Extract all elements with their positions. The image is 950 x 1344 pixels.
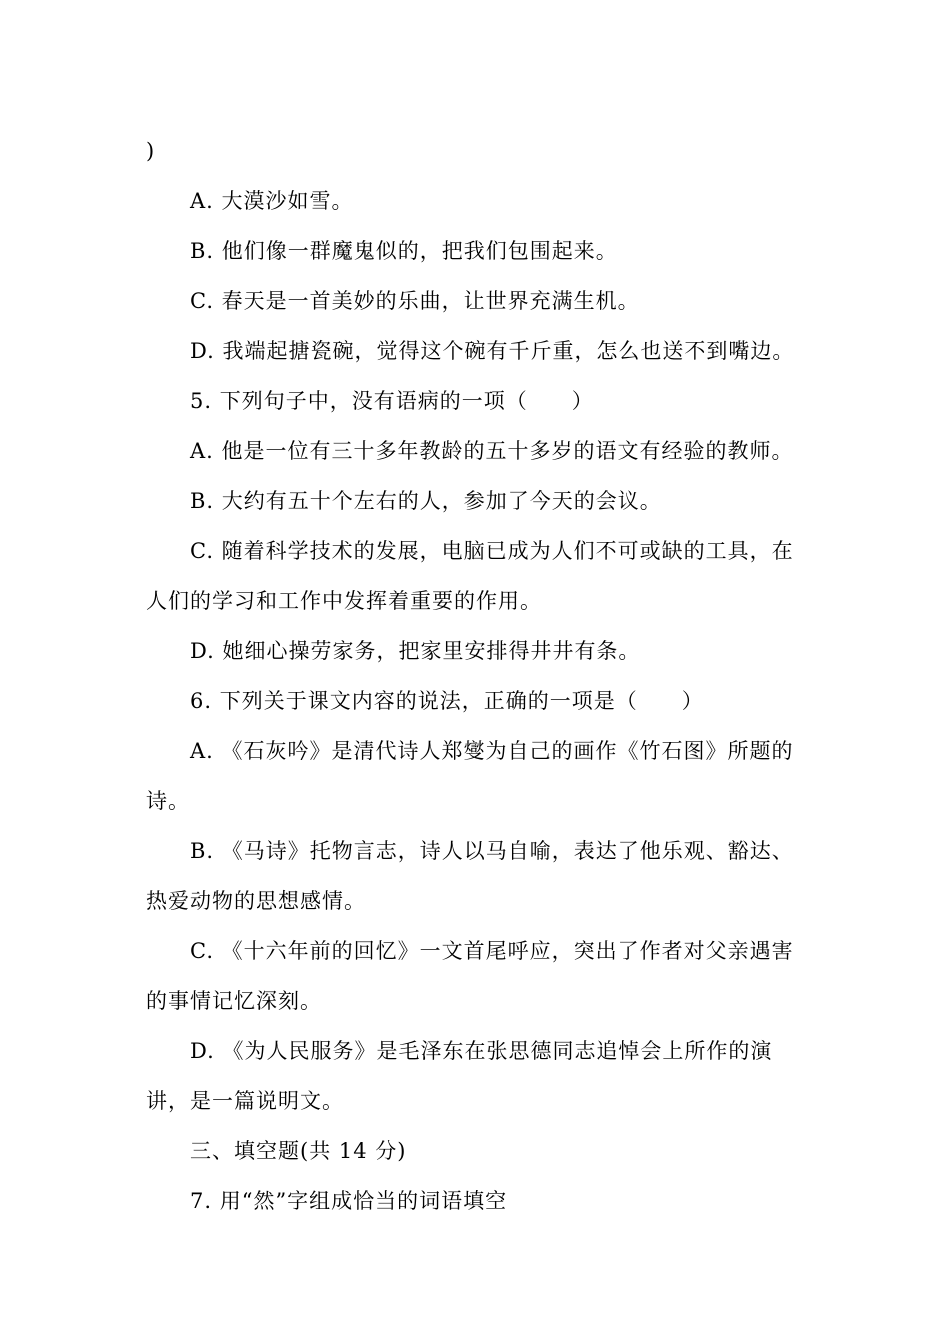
q5-option-c-cont: 人们的学习和工作中发挥着重要的作用。 xyxy=(146,589,542,613)
closing-paren: ) xyxy=(146,139,156,163)
q4-option-c: C. 春天是一首美妙的乐曲，让世界充满生机。 xyxy=(190,289,640,313)
q4-option-a: A. 大漠沙如雪。 xyxy=(190,189,354,213)
q5-option-d: D. 她细心操劳家务，把家里安排得井井有条。 xyxy=(190,639,641,663)
question-6: 6. 下列关于课文内容的说法，正确的一项是（ ） xyxy=(190,689,704,713)
q6-option-d-cont: 讲，是一篇说明文。 xyxy=(146,1089,344,1113)
question-5: 5. 下列句子中，没有语病的一项（ ） xyxy=(190,389,594,413)
section-3-heading: 三、填空题(共 14 分) xyxy=(190,1139,407,1163)
q6-option-b-cont: 热爱动物的思想感情。 xyxy=(146,889,366,913)
q6-option-c: C. 《十六年前的回忆》一文首尾呼应，突出了作者对父亲遇害 xyxy=(190,939,794,963)
q5-option-b: B. 大约有五十个左右的人，参加了今天的会议。 xyxy=(190,489,662,513)
q6-option-d: D. 《为人民服务》是毛泽东在张思德同志追悼会上所作的演 xyxy=(190,1039,773,1063)
q4-option-b: B. 他们像一群魔鬼似的，把我们包围起来。 xyxy=(190,239,618,263)
q6-option-a: A. 《石灰吟》是清代诗人郑燮为自己的画作《竹石图》所题的 xyxy=(190,739,794,763)
q6-option-b: B. 《马诗》托物言志，诗人以马自喻，表达了他乐观、豁达、 xyxy=(190,839,794,863)
question-7: 7. 用“然”字组成恰当的词语填空 xyxy=(190,1189,508,1213)
q6-option-c-cont: 的事情记忆深刻。 xyxy=(146,989,322,1013)
q6-option-a-cont: 诗。 xyxy=(146,789,190,813)
q4-option-d: D. 我端起搪瓷碗，觉得这个碗有千斤重，怎么也送不到嘴边。 xyxy=(190,339,795,363)
q5-option-c: C. 随着科学技术的发展，电脑已成为人们不可或缺的工具，在 xyxy=(190,539,794,563)
q5-option-a: A. 他是一位有三十多年教龄的五十多岁的语文有经验的教师。 xyxy=(190,439,794,463)
